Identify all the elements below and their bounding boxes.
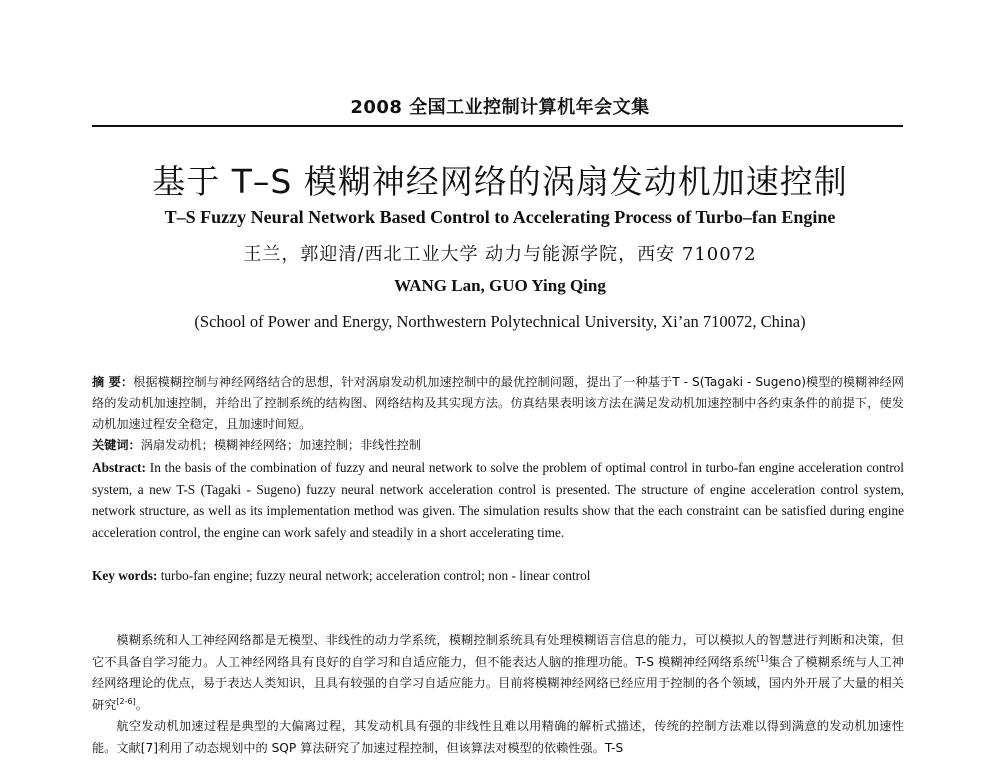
body-paragraph-2: 航空发动机加速过程是典型的大偏离过程，其发动机具有强的非线性且难以用精确的解析式描述，传统的控制方法难以得到满意的发动机加速性能。文献[7]利用了动态规划中的 SQP 算法研究了加速过程控制，但该算法对模型的依赖性强。T-S xyxy=(92,719,904,755)
keywords-en xyxy=(92,565,904,586)
body-p1-part-a: 模糊系统和人工神经网络都是无模型、非线性的动力学系统，模糊控制系统具有处理模糊语言信息的能力，可以模拟人的智慧进行判断和决策，但它不具备自学习能力。人工神经网络具有良好的自学习和自适应能力，但不能表达人脑的推理功能。T-S 模糊神经网络系统 xyxy=(92,633,904,669)
abstract-cn xyxy=(92,372,904,435)
body-p1-part-b: 集合了模糊系统与人工神经网络理论的优点，易于表达人类知识，且具有较强的自学习自适应能力。目前将模糊神经网络已经应用于控制的各个领域，国内外开展了大量的相关研究 xyxy=(92,654,904,712)
citation-ref-1: [1] xyxy=(756,653,769,663)
body-p1-part-c: 。 xyxy=(135,697,148,712)
abstract-en xyxy=(92,457,904,543)
authors-en: WANG Lan, GUO Ying Qing xyxy=(394,276,606,295)
abstract-cn-text: 根据模糊控制与神经网络结合的思想，针对涡扇发动机加速控制中的最优控制问题，提出了一种基于T - S(Tagaki - Sugeno)模型的模糊神经网络的发动机加速控制，并给出了控制系统的结构图、网络结构及其实现方法。仿真结果表明该方法在满足发动机加速控制中各约束条件的前提下，使发动机加速过程安全稳定，且加速时间短。 xyxy=(92,375,904,431)
abstract-en-label: Abstract: xyxy=(92,460,146,475)
body-paragraph-1 xyxy=(92,630,904,716)
paper-title-cn: 基于 T–S 模糊神经网络的涡扇发动机加速控制 xyxy=(152,162,848,201)
affiliation-en: (School of Power and Energy, Northwestern Polytechnical University, Xi’an 710072, China) xyxy=(194,312,806,331)
keywords-en-label: Key words: xyxy=(92,568,158,583)
keywords-cn-text: 涡扇发动机；模糊神经网络；加速控制；非线性控制 xyxy=(140,438,422,452)
body-text xyxy=(92,630,904,759)
keywords-en-text: turbo-fan engine; fuzzy neural network; acceleration control; non - linear control xyxy=(160,568,591,583)
keywords-cn-label: 关键词： xyxy=(92,438,141,452)
paper-title-en: T–S Fuzzy Neural Network Based Control to Accelerating Process of Turbo–fan Engine xyxy=(164,207,836,227)
keywords-cn xyxy=(92,435,904,456)
abstract-cn-label: 摘 要： xyxy=(92,375,134,389)
proceedings-header: 2008 全国工业控制计算机年会文集 xyxy=(350,97,650,118)
citation-ref-2-6: [2-6] xyxy=(116,696,136,706)
abstract-en-text: In the basis of the combination of fuzzy and neural network to solve the problem of optimal control in turbo-fan engine acceleration control system, a new T-S (Tagaki - Sugeno) fuzzy neural network acceleration control is presented. The structure of engine acceleration control system, network structure, as well as its implementation method was given. The simulation results show that the each constraint can be satisfied during engine acceleration control, the engine can work safely and steadily in a short accelerating time. xyxy=(92,460,904,540)
authors-cn: 王兰，郭迎清/西北工业大学 动力与能源学院，西安 710072 xyxy=(243,244,757,265)
header-rule xyxy=(92,125,903,127)
